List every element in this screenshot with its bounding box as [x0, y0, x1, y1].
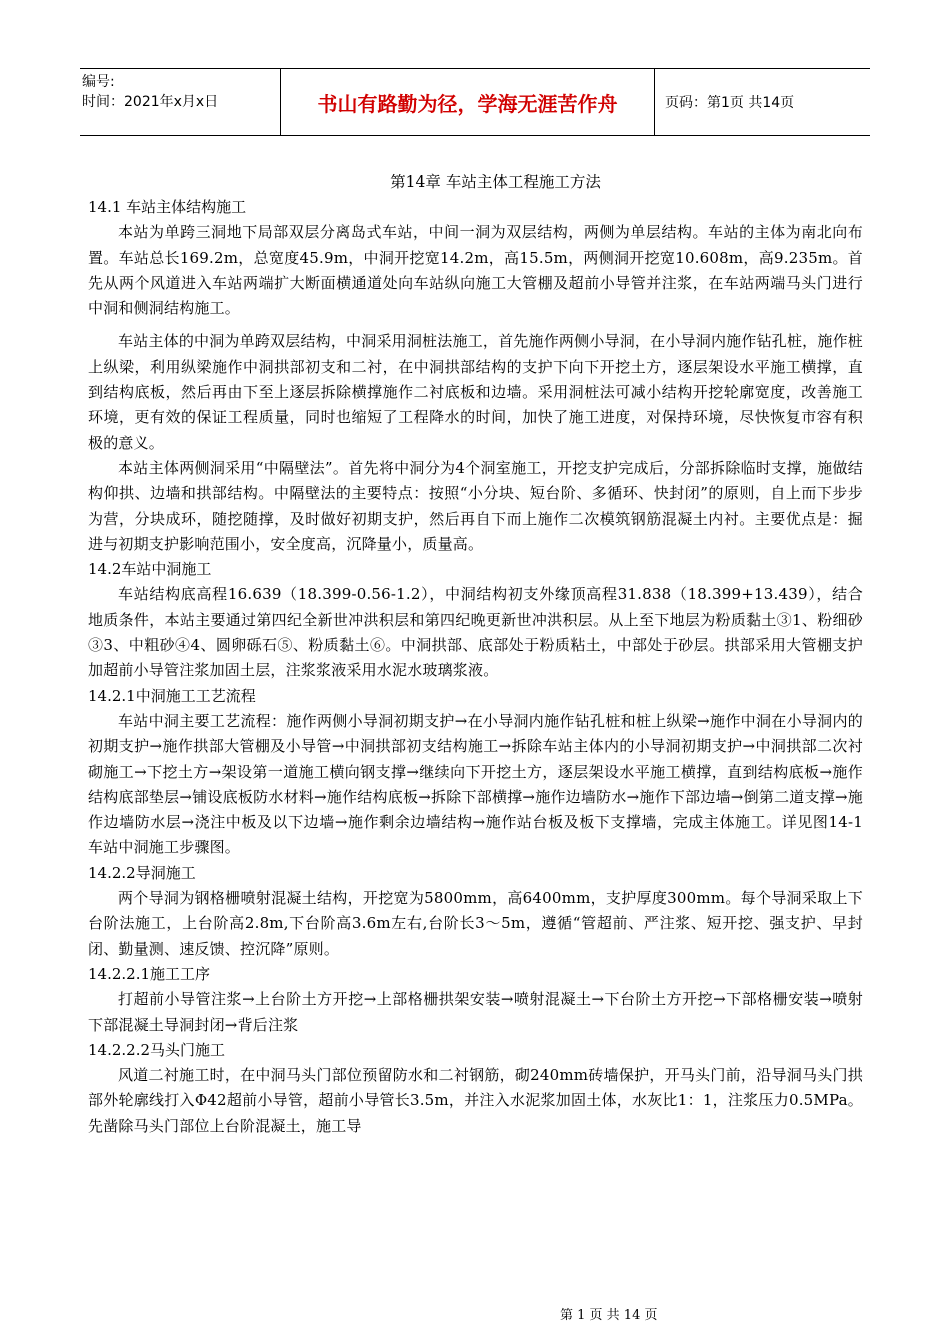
paragraph: 两个导洞为钢格栅喷射混凝土结构，开挖宽为5800mm，高6400mm，支护厚度300mm。每个导洞采取上下台阶法施工，上台阶高2.8m,下台阶高3.6m左右,台阶长3～5m，遵循“管超前、严注浆、短开挖、强支护、早封闭、勤量测、速反馈、控沉降”原则。: [88, 889, 863, 958]
paragraph: 车站主体的中洞为单跨双层结构，中洞采用洞桩法施工，首先施作两侧小导洞，在小导洞内施作钻孔桩，施作桩上纵梁，利用纵梁施作中洞拱部初支和二衬，在中洞拱部结构的支护下向下开挖土方，逐层架设水平施工横撑，直到结构底板，然后再由下至上逐层拆除横撑施作二衬底板和边墙。采用洞桩法可减小结构开挖轮廓宽度，改善施工环境，更有效的保证工程质量，同时也缩短了工程降水的时间，加快了施工进度，对保持环境，尽快恢复市容有积极的意义。: [88, 332, 863, 452]
paragraph: 车站中洞主要工艺流程：施作两侧小导洞初期支护→在小导洞内施作钻孔桩和桩上纵梁→施作中洞在小导洞内的初期支护→施作拱部大管棚及小导管→中洞拱部初支结构施工→拆除车站主体内的小导洞初期支护→中洞拱部二次衬砌施工→下挖土方→架设第一道施工横向钢支撑→继续向下开挖土方，逐层架设水平施工横撑，直到结构底板→施作结构底部垫层→铺设底板防水材料→施作结构底板→拆除下部横撑→施作边墙防水→施作下部边墙→倒第二道支撑→施作边墙防水层→浇注中板及以下边墙→施作剩余边墙结构→施作站台板及板下支撑墙，完成主体施工。详见图14-1 车站中洞施工步骤图。: [88, 711, 863, 857]
paragraph: 打超前小导管注浆→上台阶土方开挖→上部格栅拱架安装→喷射混凝土→下台阶土方开挖→下部格栅安装→喷射下部混凝土导洞封闭→背后注浆: [88, 990, 863, 1034]
section-heading: 14.2.2.1施工工序: [88, 964, 211, 983]
section-heading: 14.2.2导洞施工: [88, 863, 196, 882]
time-label: 时间：2021年x月x日: [82, 94, 219, 110]
paragraph: 本站为单跨三洞地下局部双层分离岛式车站，中间一洞为双层结构，两侧为单层结构。车站的主体为南北向布置。车站总长169.2m，总宽度45.9m，中洞开挖宽14.2m，高15.5m，两侧洞开挖宽10.608m，高9.235m。首先从两个风道进入车站两端扩大断面横通道处向车站纵向施工大管棚及超前小导管并注浆，在车站两端马头门进行中洞和侧洞结构施工。: [88, 223, 863, 318]
paragraph: 本站主体两侧洞采用“中隔壁法”。首先将中洞分为4个洞室施工，开挖支护完成后，分部拆除临时支撑，施做结构仰拱、边墙和拱部结构。中隔壁法的主要特点：按照“小分块、短台阶、多循环、快封闭”的原则，自上而下步步为营，分块成环，随挖随撑，及时做好初期支护，然后再自下而上施作二次模筑钢筋混凝土内衬。主要优点是：掘进与初期支护影响范围小，安全度高，沉降量小，质量高。: [88, 458, 863, 553]
number-label: 编号:: [82, 74, 115, 90]
document-body: [88, 170, 863, 1139]
section-heading: 14.1 车站主体结构施工: [88, 198, 247, 216]
header-motto: 书山有路勤为径，学海无涯苦作舟: [280, 69, 655, 135]
header-meta: [80, 69, 280, 135]
page-footer: 第 1 页 共 14 页: [560, 1308, 658, 1323]
page-header: [80, 68, 870, 136]
section-heading: 14.2.2.2马头门施工: [88, 1040, 226, 1059]
chapter-title: 第14章 车站主体工程施工方法: [390, 173, 601, 191]
paragraph: 风道二衬施工时，在中洞马头门部位预留防水和二衬钢筋，砌240mm砖墙保护，开马头门前，沿导洞马头门拱部外轮廓线打入Φ42超前小导管，超前小导管长3.5m，并注入水泥浆加固土体，水灰比1：1，注浆压力0.5MPa。先凿除马头门部位上台阶混凝土，施工导: [88, 1066, 863, 1135]
header-page-label: 页码：第1页 共14页: [665, 95, 795, 111]
paragraph: 车站结构底高程16.639（18.399-0.56-1.2），中洞结构初支外缘顶高程31.838（18.399+13.439），结合地质条件，本站主要通过第四纪全新世冲洪积层和第四纪晚更新世冲洪积层。从上至下地层为粉质黏土③1、粉细砂③3、中粗砂④4、圆卵砾石⑤、粉质黏土⑥。中洞拱部、底部处于粉质粘土，中部处于砂层。拱部采用大管棚支护加超前小导管注浆加固土层，注浆浆液采用水泥水玻璃浆液。: [88, 585, 863, 680]
section-heading: 14.2车站中洞施工: [88, 560, 212, 579]
section-heading: 14.2.1中洞施工工艺流程: [88, 686, 256, 705]
